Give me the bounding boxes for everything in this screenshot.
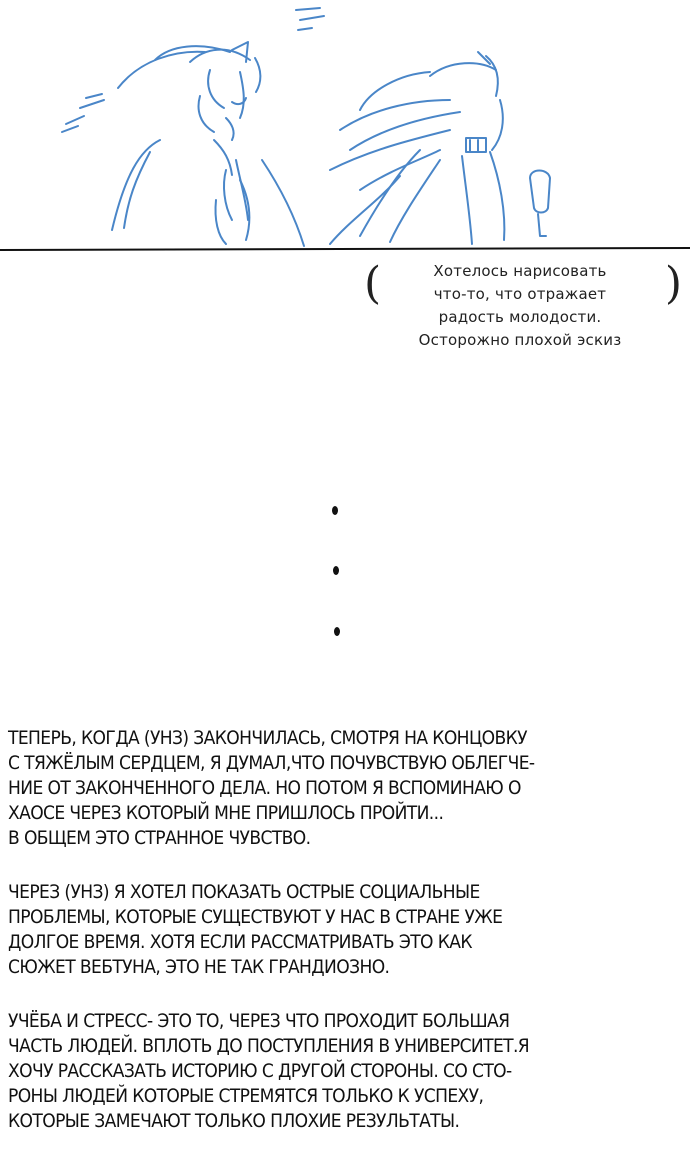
text-line: УЧЁБА И СТРЕСС- ЭТО ТО, ЧЕРЕЗ ЧТО ПРОХОДИТ БОЛЬШАЯ [8,1010,510,1032]
sketch-illustration [0,0,690,260]
text-line: РОНЫ ЛЮДЕЙ КОТОРЫЕ СТРЕМЯТСЯ ТОЛЬКО К УСПЕХУ, [8,1085,484,1107]
caption-close-paren: ) [664,258,682,309]
text-line: ДОЛГОЕ ВРЕМЯ. ХОТЯ ЕСЛИ РАССМАТРИВАТЬ ЭТО КАК [8,931,472,953]
text-line: ХОЧУ РАССКАЗАТЬ ИСТОРИЮ С ДРУГОЙ СТОРОНЫ. СО СТО- [8,1060,512,1082]
caption-text [390,260,650,352]
text-line: ЧЕРЕЗ (УНЗ) Я ХОТЕЛ ПОКАЗАТЬ ОСТРЫЕ СОЦИАЛЬНЫЕ [8,881,480,903]
text-line: ЧАСТЬ ЛЮДЕЙ. ВПЛОТЬ ДО ПОСТУПЛЕНИЯ В УНИВЕРСИТЕТ.Я [8,1035,530,1057]
separator-dot [332,506,338,515]
text-line: ТЕПЕРЬ, КОГДА (УНЗ) ЗАКОНЧИЛАСЬ, СМОТРЯ НА КОНЦОВКУ [8,727,527,749]
afterword-text [8,726,688,1163]
caption-line: Осторожно плохой эскиз [418,331,622,349]
caption-line: Хотелось нарисовать [433,262,607,280]
caption-line: что-то, что отражает [433,285,607,303]
paragraph-2 [8,880,688,980]
text-line: В ОБЩЕМ ЭТО СТРАННОЕ ЧУВСТВО. [8,827,311,849]
text-line: С ТЯЖЁЛЫМ СЕРДЦЕМ, Я ДУМАЛ,ЧТО ПОЧУВСТВУЮ ОБЛЕГЧЕ- [8,752,535,774]
separator-dot [333,566,339,575]
text-line: КОТОРЫЕ ЗАМЕЧАЮТ ТОЛЬКО ПЛОХИЕ РЕЗУЛЬТАТЫ. [8,1110,460,1132]
sketch-caption [360,258,690,354]
caption-line: радость молодости. [438,308,602,326]
text-line: ХАОСЕ ЧЕРЕЗ КОТОРЫЙ МНЕ ПРИШЛОСЬ ПРОЙТИ... [8,802,444,824]
text-line: ПРОБЛЕМЫ, КОТОРЫЕ СУЩЕСТВУЮТ У НАС В СТРАНЕ УЖЕ [8,906,503,928]
paragraph-3 [8,1009,688,1134]
text-line: НИЕ ОТ ЗАКОНЧЕННОГО ДЕЛА. НО ПОТОМ Я ВСПОМИНАЮ О [8,777,521,799]
caption-open-paren: ( [364,258,382,309]
separator-dot [334,627,340,636]
paragraph-1 [8,726,688,851]
text-line: СЮЖЕТ ВЕБТУНА, ЭТО НЕ ТАК ГРАНДИОЗНО. [8,956,390,978]
